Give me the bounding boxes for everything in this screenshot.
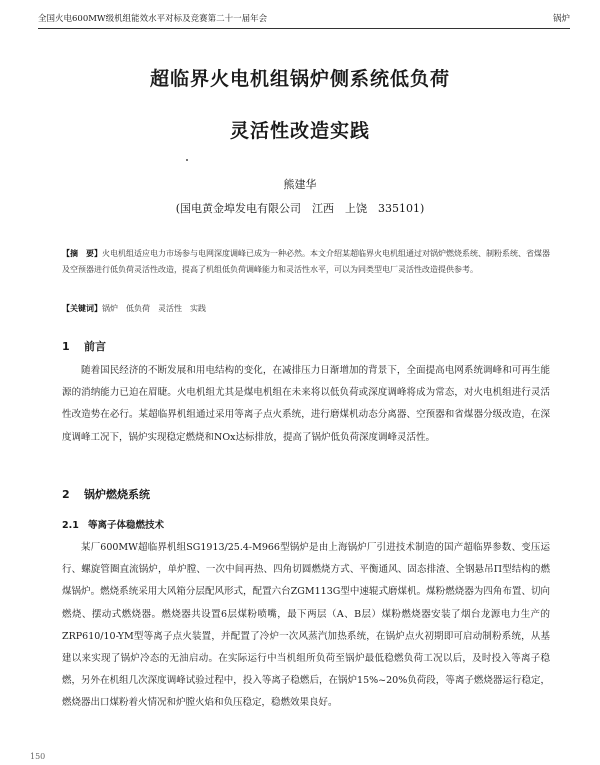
keywords <box>62 301 550 316</box>
section-number: 2 <box>62 488 70 501</box>
scan-speck <box>186 159 188 161</box>
section-title: 前言 <box>84 340 106 353</box>
author-name: 熊建华 <box>283 178 317 191</box>
page-number: 150 <box>30 752 46 761</box>
section-title: 锅炉燃烧系统 <box>84 488 150 501</box>
running-header <box>38 10 570 29</box>
subsection-number: 2.1 <box>62 520 79 531</box>
header-section: 锅炉 <box>552 14 570 24</box>
subsection-heading-plasma <box>62 517 164 531</box>
abstract-label: 【摘 要】 <box>62 248 102 258</box>
paragraph-boiler: 某厂600MW超临界机组SG1913/25.4-M966型锅炉是由上海锅炉厂引进技术制造的国产超临界参数、变压运行、螺旋管圈直流锅炉，单炉膛、一次中间再热、四角切圆燃烧方式、平衡通风、固态排渣、全钢悬吊Π型结构的燃煤锅炉。燃烧系统采用大风箱分层配风形式，配置六台ZGM113G型中速辊式磨煤机。煤粉燃烧器为四角布置、切向燃烧、摆动式燃烧器。燃烧器共设置6层煤粉喷嘴，最下两层（A、B层）煤粉燃烧器安装了烟台龙源电力生产的ZRP610/10-YM型等离子点火装置，并配置了冷炉一次风蒸汽加热系统，在锅炉点火初期即可启动制粉系统，从基建以来实现了锅炉冷态的无油启动。在实际运行中当机组所负荷至锅炉最低稳燃负荷工况以后，及时投入等离子稳燃，另外在机组几次深度调峰试验过程中，投入等离子稳燃后，在锅炉15%~20%负荷段，等离子燃烧器运行稳定，燃烧器出口煤粉着火情况和炉膛火焰和负压稳定，稳燃效果良好。 <box>62 542 550 709</box>
title-line-2: 灵活性改造实践 <box>229 120 370 142</box>
subsection-title: 等离子体稳燃技术 <box>88 520 165 531</box>
paragraph-intro: 随着国民经济的不断发展和用电结构的变化，在减排压力日渐增加的背景下，全面提高电网系统调峰和可再生能源的消纳能力已迫在眉睫。火电机组尤其是煤电机组在未来将以低负荷或深度调峰将成为常态，对火电机组进行灵活性改造势在必行。某超临界机组通过采用等离子点火系统，进行磨煤机动态分离器、空预器和省煤器分级改造，在深度调峰工况下，锅炉实现稳定燃烧和NOx达标排放，提高了锅炉低负荷深度调峰灵活性。 <box>62 365 550 443</box>
section-heading-combustion <box>62 486 150 502</box>
abstract <box>62 246 550 277</box>
abstract-text: 火电机组适应电力市场参与电网深度调峰已成为一种必然。本文介绍某超临界火电机组通过对锅炉燃烧系统、制粉系统、省煤器及空预器进行低负荷灵活性改造，提高了机组低负荷调峰能力和灵活性水平，可以为同类型电厂灵活性改造提供参考。 <box>62 249 550 274</box>
header-conference: 全国火电600MW级机组能效水平对标及竞赛第二十一届年会 <box>38 14 268 24</box>
keywords-text: 锅炉 低负荷 灵活性 实践 <box>102 304 206 313</box>
author-affiliation: (国电黄金埠发电有限公司 江西 上饶 335101) <box>175 202 425 215</box>
keywords-label: 【关键词】 <box>62 303 102 313</box>
title-line-1: 超临界火电机组锅炉侧系统低负荷 <box>149 68 450 90</box>
section-number: 1 <box>62 340 70 353</box>
section-heading-intro <box>62 338 106 354</box>
